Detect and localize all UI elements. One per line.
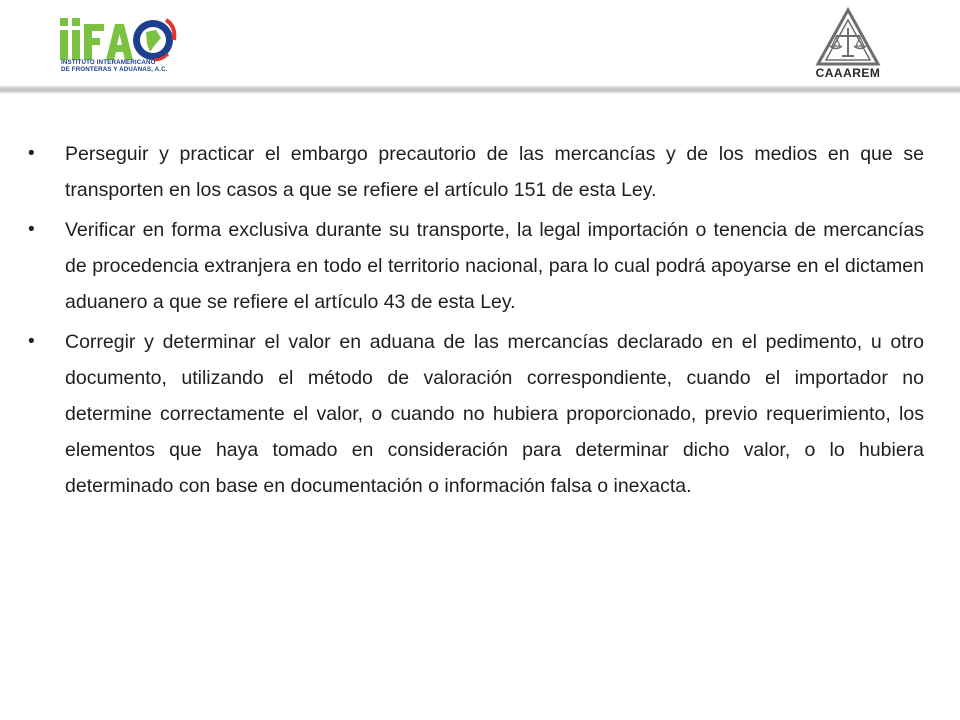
iifa-logo-graphic [58,14,188,62]
iifa-caption-line-1: INSTITUTO INTERAMERICANO [61,59,156,66]
bullet-icon: • [28,219,35,240]
iifa-caption-line-2: DE FRONTERAS Y ADUANAS, A.C. [61,66,168,73]
slide-header [0,0,960,100]
iifa-logo-caption [61,59,168,73]
bullet-text: Perseguir y practicar el embargo precautorio de las mercancías y de los medios en que se transporten en los casos a que se refiere el artículo 151 de esta Ley. [65,143,924,201]
list-item [28,212,924,320]
bullet-icon: • [28,331,35,352]
list-item [28,136,924,208]
bullet-text: Verificar en forma exclusiva durante su transporte, la legal importación o tenencia de mercancías de procedencia extranjera en todo el territorio nacional, para lo cual podrá apoyarse en el dictamen aduanero a que se refiere el artículo 43 de esta Ley. [65,219,924,313]
bullet-list [28,136,924,508]
caaarem-wordmark: CAAAREM [815,66,881,80]
header-divider [0,86,960,94]
scales-of-justice-icon [792,6,904,68]
bullet-text: Corregir y determinar el valor en aduana de las mercancías declarado en el pedimento, u otro documento, utilizando el método de valoración correspondiente, cuando el importador no determine correctamente el valor, o cuando no hubiera proporcionado, previo requerimiento, los elementos que haya tomado en consideración para determinar dicho valor, o lo hubiera determinado con base en documentación o información falsa o inexacta. [65,331,924,497]
list-item [28,324,924,504]
bullet-icon: • [28,143,35,164]
